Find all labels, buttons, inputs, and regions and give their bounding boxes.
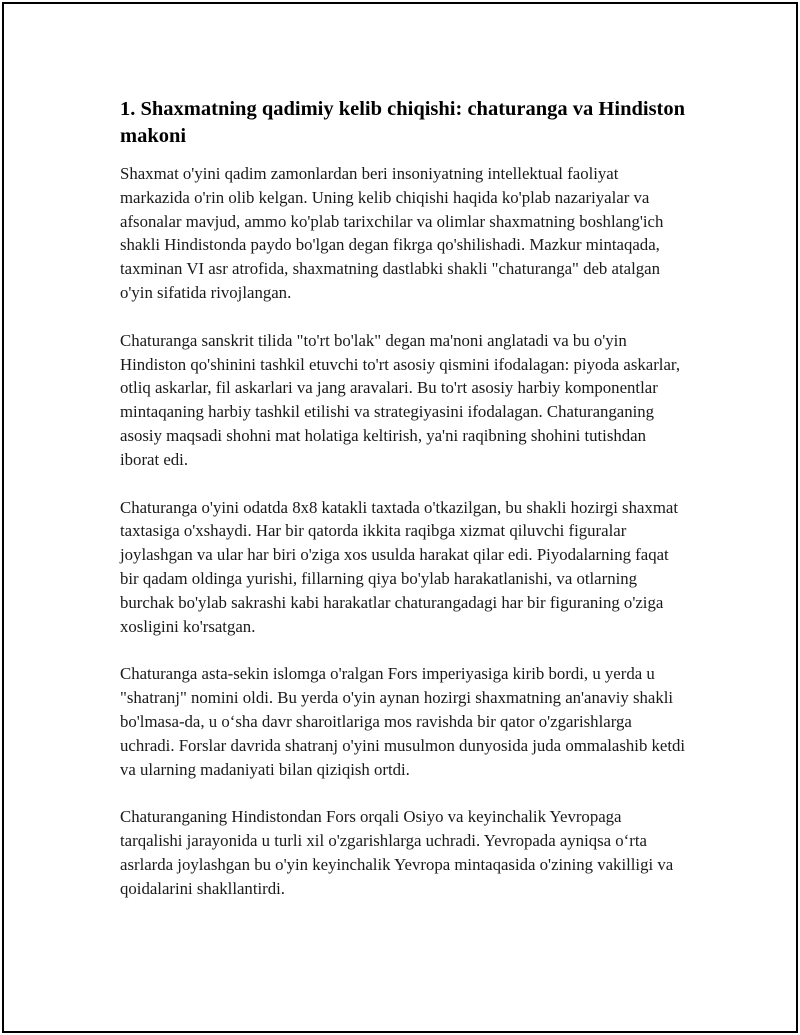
paragraph-5: Chaturanganing Hindistondan Fors orqali Osiyo va keyinchalik Yevropaga tarqalishi jarayonida u turli xil o'zgarishlarga uchradi. Yevropada ayniqsa o‘rta asrlarda joylashgan bu o'yin keyinchalik Yevropa mintaqasida o'zining vakilligi va qoidalarini shakllantirdi. (120, 807, 674, 898)
paragraph-1: Shaxmat o'yini qadim zamonlardan beri insoniyatning intellektual faoliyat markazida o'rin olib kelgan. Uning kelib chiqishi haqida ko'plab nazariyalar va afsonalar mavjud, ammo ko'plab tarixchilar va olimlar shaxmatning boshlang'ich shakli Hindistonda paydo bo'lgan degan fikrga qo'shilishadi. Mazkur mintaqada, taxminan VI asr atrofida, shaxmatning dastlabki shakli "chaturanga" deb atalgan o'yin sifatida rivojlangan. (120, 164, 664, 302)
document-content (120, 96, 686, 925)
paragraph-2: Chaturanga sanskrit tilida "to'rt bo'lak" degan ma'noni anglatadi va bu o'yin Hindiston qo'shinini tashkil etuvchi to'rt asosiy qismini ifodalagan: piyoda askarlar, otliq askarlar, fil askarlari va jang aravalari. Bu to'rt asosiy harbiy komponentlar mintaqaning harbiy tashkil etilishi va strategiyasini ifodalagan. Chaturanganing asosiy maqsadi shohni mat holatiga keltirish, ya'ni raqibning shohini tutishdan iborat edi. (120, 330, 681, 469)
section-heading: 1. Shaxmatning qadimiy kelib chiqishi: chaturanga va Hindiston makoni (120, 98, 686, 147)
document-page (2, 2, 798, 1033)
paragraph-3: Chaturanga o'yini odatda 8x8 katakli taxtada o'tkazilgan, bu shakli hozirgi shaxmat taxtasiga o'xshaydi. Har bir qatorda ikkita raqibga xizmat qiluvchi figuralar joylashgan va ular har biri o'ziga xos usulda harakat qilar edi. Piyodalarning faqat bir qadam oldinga yurishi, fillarning qiya bo'ylab harakatlanishi, va otlarning burchak bo'ylab sakrashi kabi harakatlar chaturangadagi har bir figuraning o'ziga xosligini ko'rsatgan. (120, 497, 678, 636)
paragraph-4: Chaturanga asta-sekin islomga o'ralgan Fors imperiyasiga kirib bordi, u yerda u "shatranj" nomini oldi. Bu yerda o'yin aynan hozirgi shaxmatning an'anaviy shakli bo'lmasa-da, u o‘sha davr sharoitlariga mos ravishda bir qator o'zgarishlarga uchradi. Forslar davrida shatranj o'yini musulmon dunyosida juda ommalashib ketdi va ularning madaniyati bilan qiziqish ortdi. (120, 664, 686, 779)
